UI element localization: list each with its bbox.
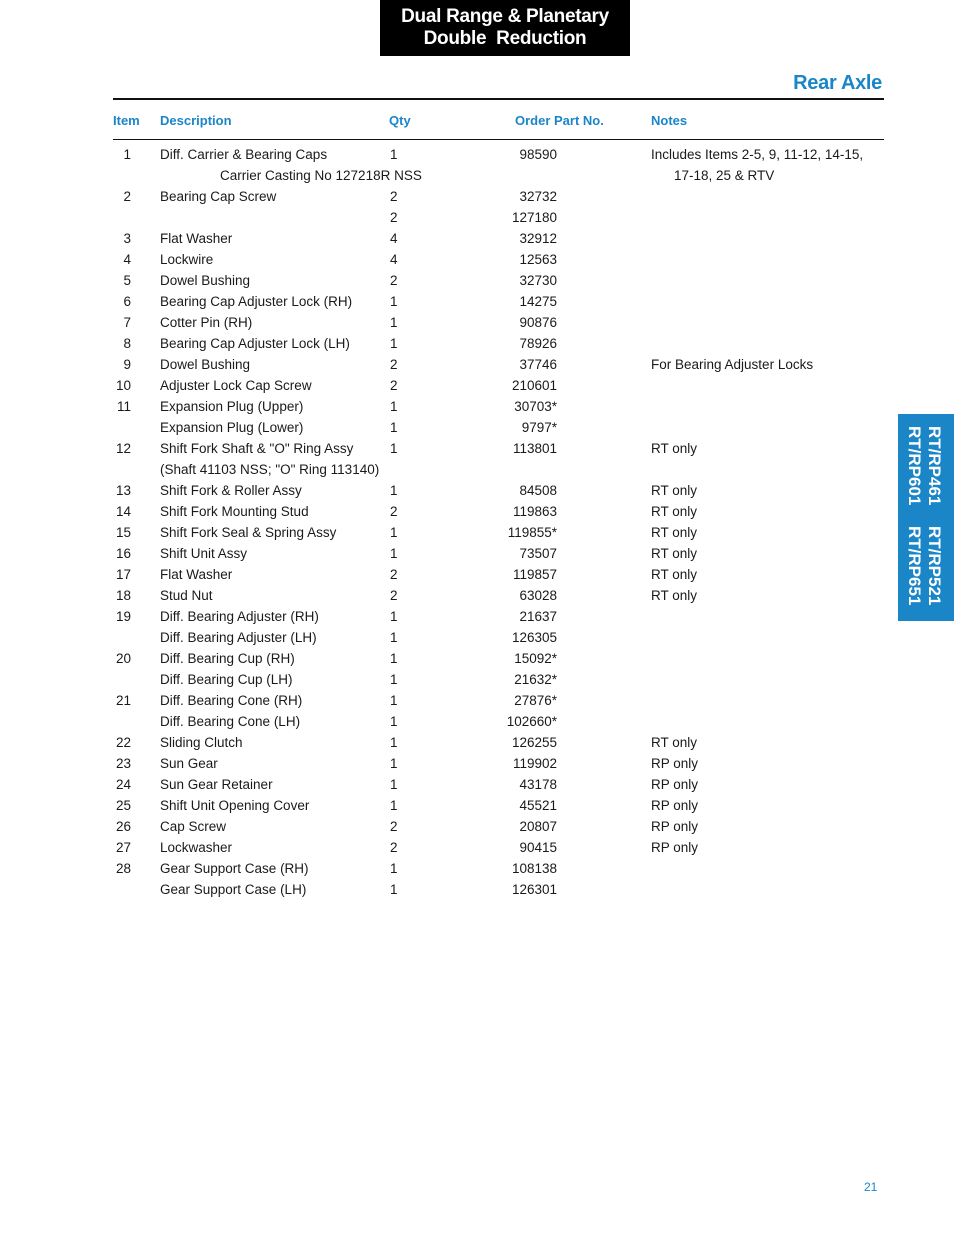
table-row [0,795,954,816]
description-cell: Dowel Bushing [160,273,251,288]
notes-cell: For Bearing Adjuster Locks [651,357,814,372]
notes-cell: RT only [651,588,698,603]
table-row [0,459,954,480]
item-number-cell: 15 [115,525,131,540]
notes-cell: RT only [651,735,698,750]
qty-cell: 1 [390,546,398,561]
qty-cell: 1 [390,336,398,351]
header-title-line-2: Double Reduction [423,28,587,49]
notes-cell: RP only [651,840,699,855]
item-number-cell: 5 [123,273,131,288]
section-title: Rear Axle [793,72,882,94]
order-part-number-cell: 32730 [519,273,557,288]
qty-cell: 1 [390,777,398,792]
table-row [0,690,954,711]
item-number-cell: 3 [123,231,131,246]
qty-cell: 2 [390,378,398,393]
table-row [0,333,954,354]
order-part-number-cell: 90415 [519,840,557,855]
order-part-number-cell: 37746 [519,357,557,372]
table-row [0,858,954,879]
description-cell: Shift Fork Shaft & "O" Ring Assy [160,441,354,456]
table-row [0,165,954,186]
item-number-cell: 25 [115,798,131,813]
item-number-cell: 21 [115,693,131,708]
table-row [0,522,954,543]
qty-cell: 4 [390,231,398,246]
column-header-order-part-no: Order Part No. [515,113,604,128]
description-cell: Bearing Cap Adjuster Lock (RH) [160,294,353,309]
description-cell: Gear Support Case (RH) [160,861,309,876]
table-row [0,480,954,501]
qty-cell: 2 [390,840,398,855]
order-part-number-cell: 45521 [519,798,557,813]
item-number-cell: 19 [115,609,131,624]
qty-cell: 1 [390,672,398,687]
description-cell: Cotter Pin (RH) [160,315,253,330]
item-number-cell: 11 [116,399,131,414]
description-cell: Diff. Bearing Cone (LH) [160,714,301,729]
description-cell: Adjuster Lock Cap Screw [160,378,312,393]
qty-cell: 1 [390,756,398,771]
table-row [0,207,954,228]
order-part-number-cell: 63028 [519,588,557,603]
table-row [0,144,954,165]
side-tab-model-rt-rp651: RT/RP651 [905,526,924,606]
table-row [0,711,954,732]
description-cell: Lockwire [160,252,214,267]
table-row [0,543,954,564]
description-cell: Shift Fork & Roller Assy [160,483,302,498]
qty-cell: 1 [390,420,398,435]
item-number-cell: 16 [115,546,131,561]
qty-cell: 1 [390,147,398,162]
qty-cell: 2 [390,819,398,834]
description-cell: Shift Unit Opening Cover [160,798,310,813]
item-number-cell: 10 [115,378,131,393]
notes-cell: RP only [651,819,699,834]
table-row [0,417,954,438]
table-row [0,186,954,207]
page-header-box [380,0,630,56]
qty-cell: 1 [390,294,398,309]
notes-cell: 17-18, 25 & RTV [674,168,775,183]
order-part-number-cell: 90876 [519,315,557,330]
order-part-number-cell: 113801 [512,441,557,456]
item-number-cell: 22 [115,735,131,750]
table-row [0,270,954,291]
qty-cell: 1 [390,861,398,876]
order-part-number-cell: 73507 [519,546,557,561]
notes-cell: RT only [651,441,698,456]
qty-cell: 4 [390,252,398,267]
order-part-number-cell: 21637 [519,609,557,624]
qty-cell: 2 [390,567,398,582]
table-row [0,438,954,459]
table-row [0,564,954,585]
order-part-number-cell: 119863 [512,504,557,519]
description-cell: Sun Gear Retainer [160,777,273,792]
column-header-item: Item [113,113,140,128]
parts-table [0,144,954,900]
notes-cell: RT only [651,483,698,498]
notes-cell: Includes Items 2-5, 9, 11-12, 14-15, [651,147,864,162]
qty-cell: 1 [390,714,398,729]
order-part-number-cell: 102660* [506,714,557,729]
item-number-cell: 28 [115,861,131,876]
qty-cell: 2 [390,189,398,204]
order-part-number-cell: 12563 [519,252,557,267]
table-row [0,249,954,270]
qty-cell: 1 [390,399,398,414]
qty-cell: 1 [390,798,398,813]
order-part-number-cell: 15092* [514,651,557,666]
table-row [0,753,954,774]
description-cell: Sun Gear [160,756,218,771]
header-title-line-1: Dual Range & Planetary [401,6,609,27]
order-part-number-cell: 21632* [514,672,557,687]
order-part-number-cell: 119902 [512,756,557,771]
description-cell: Diff. Bearing Cone (RH) [160,693,303,708]
order-part-number-cell: 126305 [511,630,557,645]
table-row [0,627,954,648]
order-part-number-cell: 119857 [512,567,557,582]
description-cell: Diff. Carrier & Bearing Caps [160,147,328,162]
notes-cell: RP only [651,756,699,771]
order-part-number-cell: 98590 [519,147,557,162]
notes-cell: RT only [651,525,698,540]
qty-cell: 2 [390,504,398,519]
description-cell: Diff. Bearing Adjuster (LH) [160,630,317,645]
item-number-cell: 17 [115,567,131,582]
order-part-number-cell: 30703* [514,399,557,414]
item-number-cell: 27 [115,840,131,855]
qty-cell: 1 [390,483,398,498]
table-row [0,396,954,417]
qty-cell: 1 [390,693,398,708]
description-cell: Lockwasher [160,840,233,855]
table-row [0,816,954,837]
description-cell: Dowel Bushing [160,357,251,372]
table-row [0,375,954,396]
description-cell: Expansion Plug (Lower) [160,420,304,435]
order-part-number-cell: 210601 [511,378,557,393]
item-number-cell: 8 [123,336,131,351]
item-number-cell: 7 [123,315,131,330]
description-cell: Gear Support Case (LH) [160,882,307,897]
order-part-number-cell: 126301 [511,882,557,897]
description-cell: Cap Screw [160,819,227,834]
qty-cell: 1 [390,441,398,456]
notes-cell: RT only [651,504,698,519]
table-row [0,879,954,900]
description-cell: Sliding Clutch [160,735,243,750]
item-number-cell: 26 [115,819,131,834]
order-part-number-cell: 127180 [511,210,557,225]
table-row [0,354,954,375]
description-cell: Expansion Plug (Upper) [160,399,304,414]
item-number-cell: 6 [123,294,131,309]
description-cell: Shift Unit Assy [160,546,248,561]
notes-cell: RP only [651,798,699,813]
order-part-number-cell: 108138 [511,861,557,876]
column-header-description: Description [160,113,232,128]
order-part-number-cell: 119855* [507,525,557,540]
item-number-cell: 23 [115,756,131,771]
side-tab-model-rt-rp521: RT/RP521 [925,526,944,606]
model-side-tab [898,414,954,621]
table-row [0,669,954,690]
order-part-number-cell: 9797* [521,420,557,435]
description-cell: Shift Fork Mounting Stud [160,504,309,519]
order-part-number-cell: 32732 [519,189,557,204]
table-row [0,648,954,669]
item-number-cell: 9 [123,357,131,372]
column-header-qty: Qty [389,113,411,128]
table-row [0,501,954,522]
order-part-number-cell: 78926 [519,336,557,351]
top-divider [113,98,884,100]
qty-cell: 1 [390,315,398,330]
item-number-cell: 4 [123,252,131,267]
description-cell: Flat Washer [160,231,233,246]
qty-cell: 1 [390,651,398,666]
order-part-number-cell: 84508 [519,483,557,498]
page-number: 21 [864,1180,878,1194]
order-part-number-cell: 27876* [514,693,557,708]
item-number-cell: 24 [115,777,131,792]
table-row [0,585,954,606]
description-cell: Stud Nut [160,588,213,603]
side-tab-model-rt-rp461: RT/RP461 [925,426,944,506]
qty-cell: 1 [390,525,398,540]
description-cell: Flat Washer [160,567,233,582]
order-part-number-cell: 14275 [519,294,557,309]
description-cell: Diff. Bearing Cup (LH) [160,672,293,687]
description-cell: (Shaft 41103 NSS; "O" Ring 113140) [160,462,380,477]
order-part-number-cell: 43178 [519,777,557,792]
description-cell: Shift Fork Seal & Spring Assy [160,525,337,540]
header-divider [113,139,884,140]
order-part-number-cell: 32912 [519,231,557,246]
notes-cell: RP only [651,777,699,792]
side-tab-model-rt-rp601: RT/RP601 [905,426,924,506]
qty-cell: 2 [390,210,398,225]
table-row [0,732,954,753]
table-row [0,291,954,312]
table-row [0,228,954,249]
carrier-casting-note: Carrier Casting No 127218R NSS [220,168,422,183]
qty-cell: 2 [390,273,398,288]
description-cell: Bearing Cap Screw [160,189,277,204]
table-row [0,606,954,627]
description-cell: Diff. Bearing Adjuster (RH) [160,609,319,624]
item-number-cell: 13 [115,483,131,498]
qty-cell: 2 [390,588,398,603]
order-part-number-cell: 20807 [519,819,557,834]
table-row [0,312,954,333]
item-number-cell: 20 [115,651,131,666]
item-number-cell: 18 [115,588,131,603]
qty-cell: 1 [390,630,398,645]
description-cell: Diff. Bearing Cup (RH) [160,651,295,666]
table-row [0,837,954,858]
item-number-cell: 14 [115,504,131,519]
description-cell: Bearing Cap Adjuster Lock (LH) [160,336,350,351]
notes-cell: RT only [651,567,698,582]
item-number-cell: 1 [123,147,131,162]
column-header-notes: Notes [651,113,688,128]
qty-cell: 2 [390,357,398,372]
qty-cell: 1 [390,882,398,897]
order-part-number-cell: 126255 [511,735,557,750]
item-number-cell: 2 [123,189,131,204]
item-number-cell: 12 [115,441,131,456]
qty-cell: 1 [390,735,398,750]
notes-cell: RT only [651,546,698,561]
qty-cell: 1 [390,609,398,624]
table-row [0,774,954,795]
